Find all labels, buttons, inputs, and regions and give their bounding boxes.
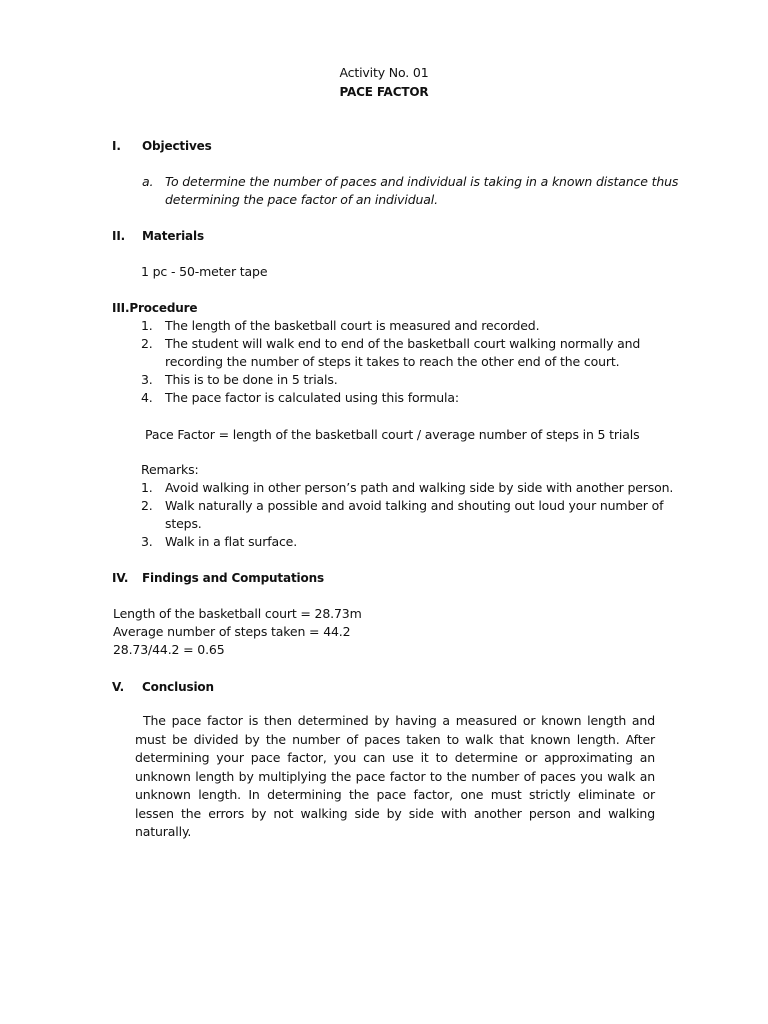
pace-factor-formula: Pace Factor = length of the basketball court / average number of steps in 5 trials <box>145 427 640 442</box>
activity-number: Activity No. 01 <box>339 65 429 80</box>
section-title: Objectives <box>142 139 212 153</box>
section-title: Conclusion <box>142 680 214 694</box>
list-item: 3. This is to be done in 5 trials. <box>141 372 338 387</box>
section-heading-findings <box>112 569 324 587</box>
findings-line-3: 28.73/44.2 = 0.65 <box>113 642 225 657</box>
section-numeral: III. <box>112 301 130 315</box>
materials-item: 1 pc - 50-meter tape <box>141 264 268 279</box>
objective-line-2: determining the pace factor of an individual. <box>165 192 438 207</box>
list-item-continuation: recording the number of steps it takes to reach the other end of the court. <box>165 354 620 369</box>
section-numeral: I. <box>112 139 121 153</box>
conclusion-paragraph: The pace factor is then determined by having a measured or known length and must be divided by the number of paces taken to walk that known length. After determining your pace factor, you can use it to determine or approximating an unknown length by multiplying the pace factor to the number of paces you walk an unknown length. In determining the pace factor, one must strictly eliminate or lessen the errors by not walking side by side with another person and walking naturally. <box>135 713 655 839</box>
document-title: PACE FACTOR <box>339 85 429 99</box>
section-title: Procedure <box>129 301 198 315</box>
section-title: Findings and Computations <box>142 571 324 585</box>
objective-line-1: To determine the number of paces and individual is taking in a known distance thus <box>165 174 679 189</box>
section-numeral: IV. <box>112 571 129 585</box>
list-item-continuation: steps. <box>165 516 202 531</box>
section-heading-conclusion <box>112 678 214 696</box>
section-title: Materials <box>142 229 204 243</box>
findings-line-1: Length of the basketball court = 28.73m <box>113 606 362 621</box>
list-item: 3. Walk in a flat surface. <box>141 534 298 549</box>
list-item: 1. Avoid walking in other person’s path and walking side by side with another person. <box>141 480 674 495</box>
list-item: 4. The pace factor is calculated using this formula: <box>141 390 459 405</box>
list-item: 2. The student will walk end to end of the basketball court walking normally and <box>141 336 641 351</box>
section-heading-objectives <box>112 137 212 155</box>
section-numeral: V. <box>112 680 124 694</box>
objective-marker: a. <box>142 174 154 189</box>
section-heading-procedure <box>112 299 197 317</box>
findings-line-2: Average number of steps taken = 44.2 <box>113 624 351 639</box>
remarks-label: Remarks: <box>141 462 199 477</box>
list-item: 2. Walk naturally a possible and avoid talking and shouting out loud your number of <box>141 498 664 513</box>
list-item: 1. The length of the basketball court is measured and recorded. <box>141 318 540 333</box>
section-heading-materials <box>112 227 204 245</box>
section-numeral: II. <box>112 229 126 243</box>
